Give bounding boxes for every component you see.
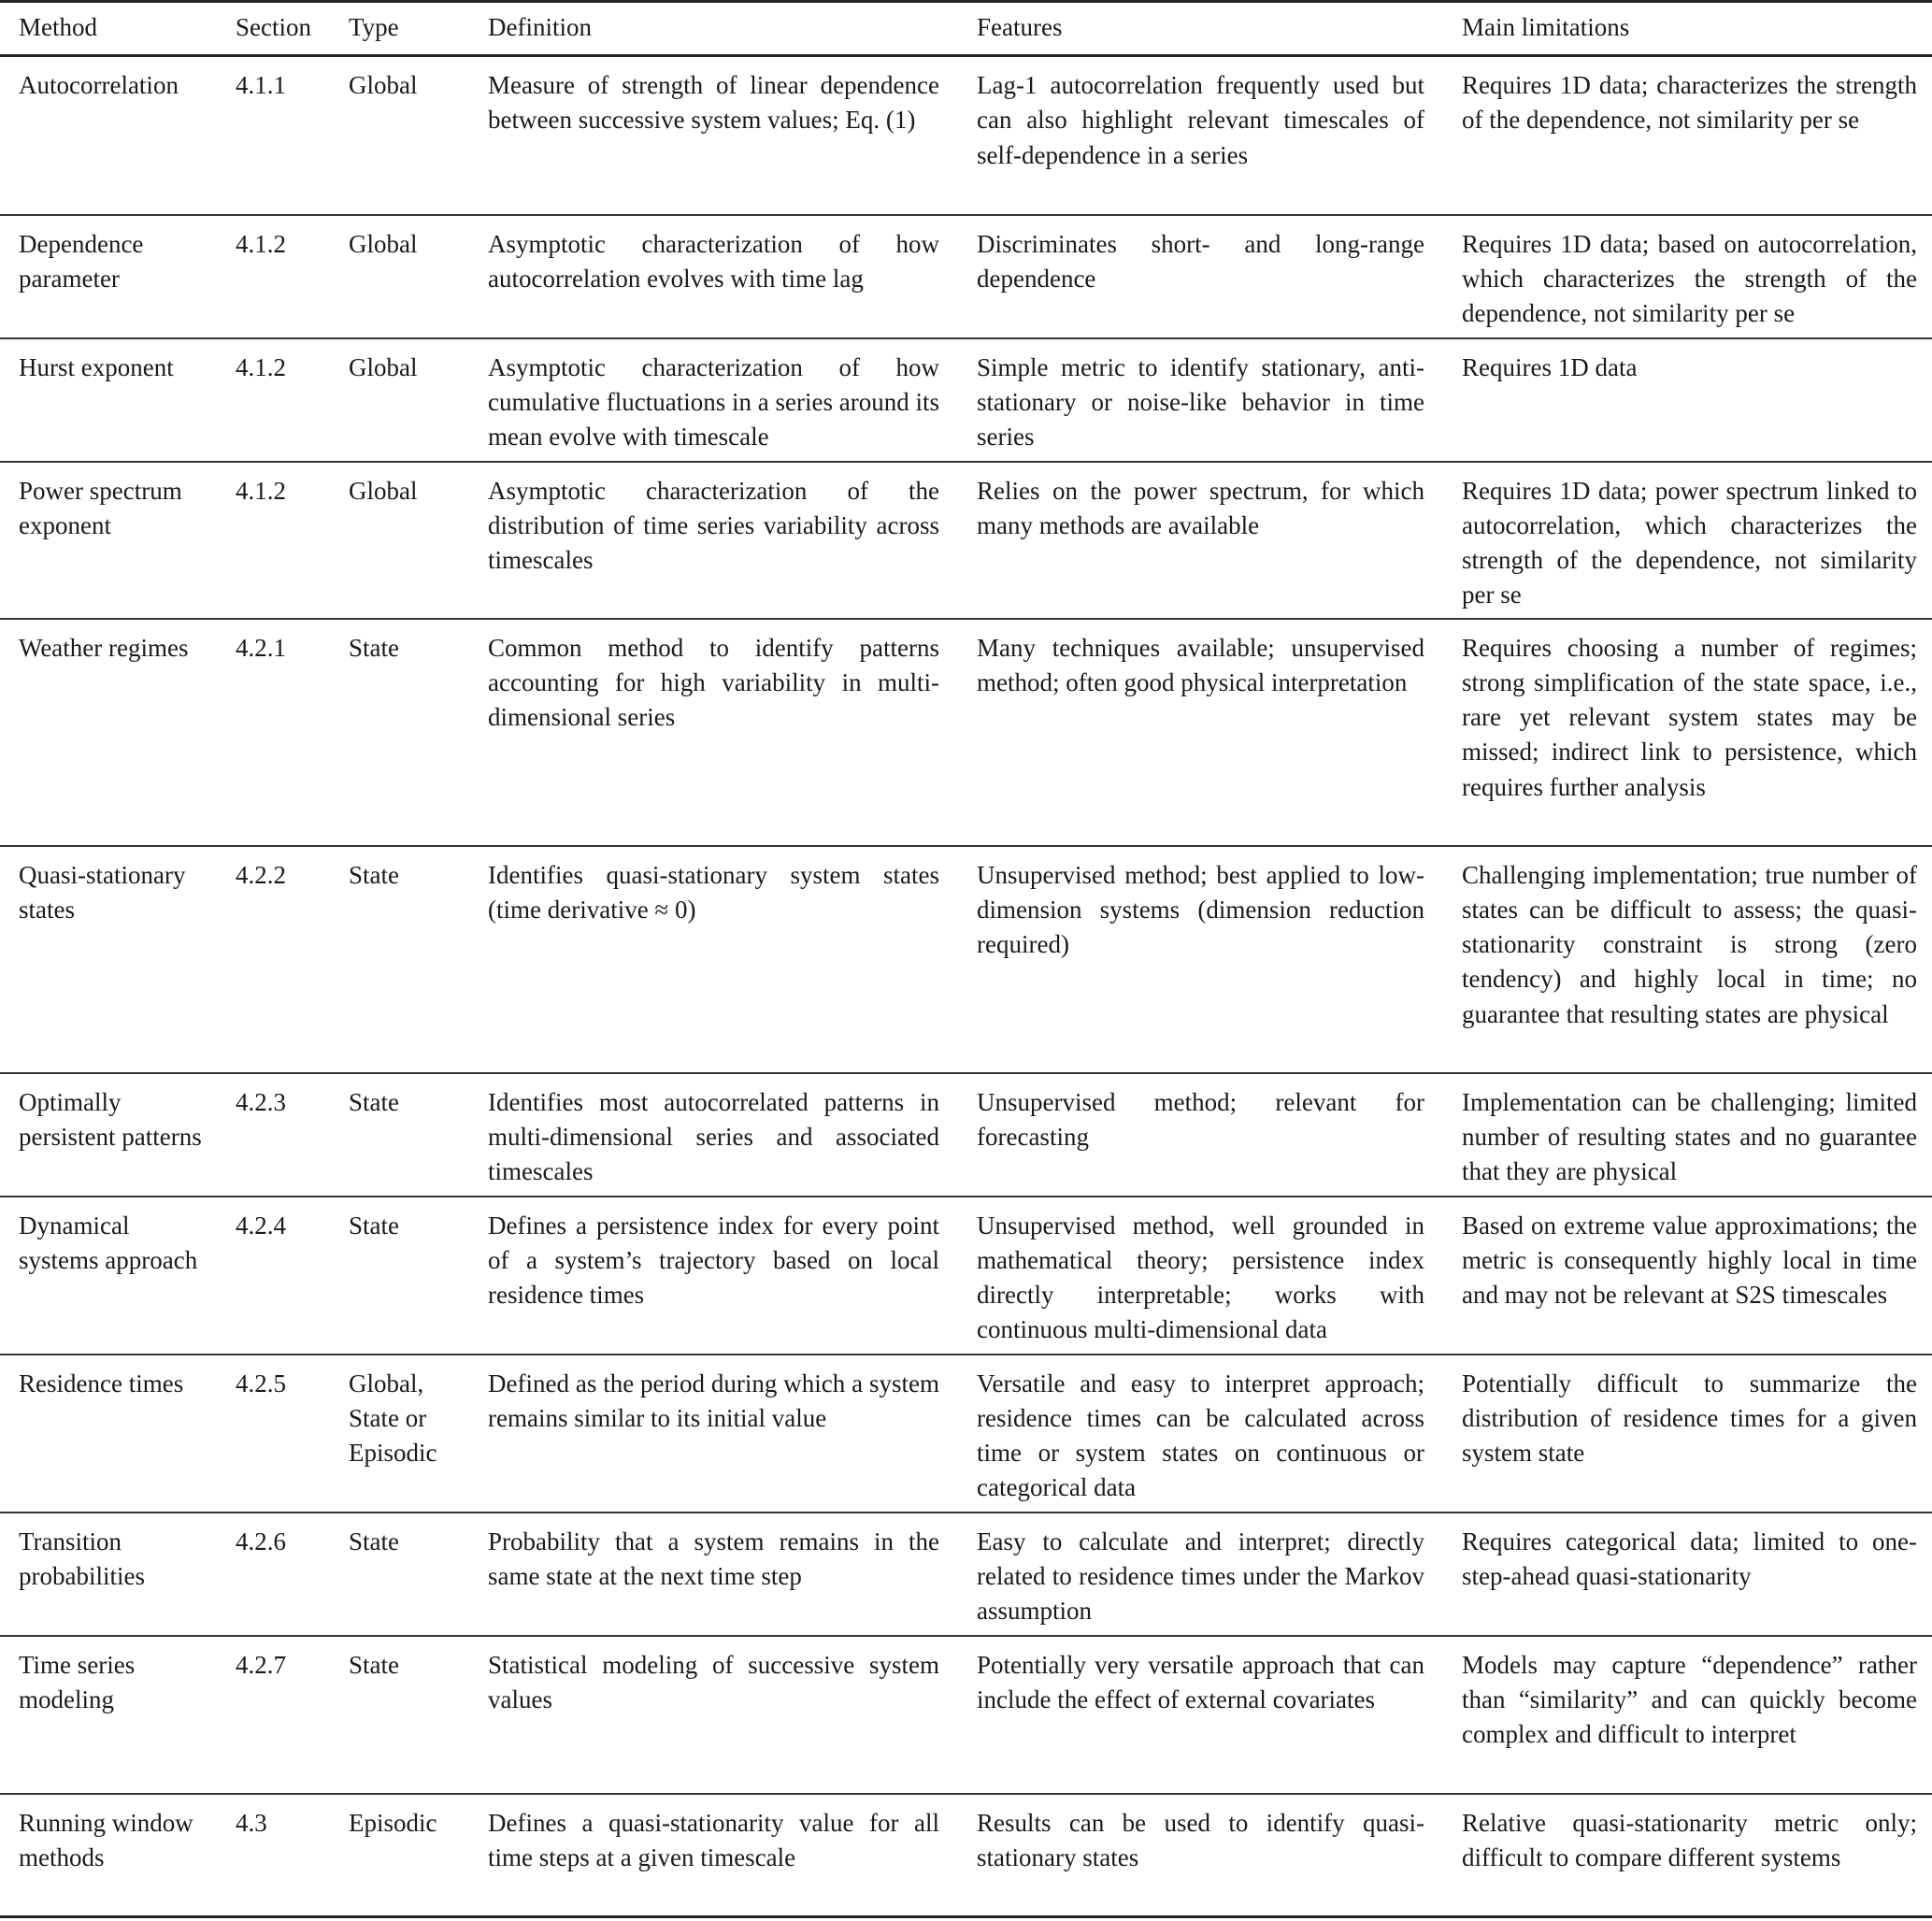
definition-cell: Asymptotic characterization of how cumulative fluctuations in a series around its mean evolve with timescale (469, 338, 956, 462)
type-cell: Episodic (341, 1794, 469, 1917)
section-cell: 4.1.2 (219, 462, 341, 619)
features-cell: Easy to calculate and interpret; directly related to residence times under the Markov assumption (956, 1512, 1443, 1636)
table-row (0, 215, 1932, 338)
section-cell: 4.2.3 (219, 1073, 341, 1197)
table-row (0, 462, 1932, 619)
definition-cell: Common method to identify patterns accounting for high variability in multi-dimensional series (469, 619, 956, 846)
type-cell: State (341, 619, 469, 846)
limitations-cell: Implementation can be challenging; limited number of resulting states and no guarantee that they are physical (1443, 1073, 1932, 1197)
features-cell: Potentially very versatile approach that can include the effect of external covariates (956, 1636, 1443, 1794)
table-row (0, 1512, 1932, 1636)
features-cell: Unsupervised method; relevant for forecasting (956, 1073, 1443, 1197)
header-limitations: Main limitations (1443, 2, 1932, 56)
type-cell: State (341, 846, 469, 1073)
method-cell: Weather regimes (0, 619, 219, 846)
limitations-cell: Based on extreme value approximations; the metric is consequently highly local in time and may not be relevant at S2S timescales (1443, 1197, 1932, 1355)
table-row (0, 1355, 1932, 1512)
method-cell: Power spectrum exponent (0, 462, 219, 619)
type-cell: Global (341, 56, 469, 215)
limitations-cell: Models may capture “dependence” rather than “similarity” and can quickly become complex and difficult to interpret (1443, 1636, 1932, 1794)
header-row (0, 2, 1932, 56)
limitations-cell: Challenging implementation; true number of states can be difficult to assess; the quasi-stationarity constraint is strong (zero tendency) and highly local in time; no guarantee that resulting states are physical (1443, 846, 1932, 1073)
table-row (0, 1794, 1932, 1917)
section-cell: 4.1.1 (219, 56, 341, 215)
header-method: Method (0, 2, 219, 56)
method-cell: Quasi-stationary states (0, 846, 219, 1073)
section-cell: 4.2.7 (219, 1636, 341, 1794)
definition-cell: Identifies most autocorrelated patterns in multi-dimensional series and associated timescales (469, 1073, 956, 1197)
limitations-cell: Requires 1D data (1443, 338, 1932, 462)
section-cell: 4.1.2 (219, 215, 341, 338)
features-cell: Unsupervised method; best applied to low-dimension systems (dimension reduction required) (956, 846, 1443, 1073)
section-cell: 4.2.4 (219, 1197, 341, 1355)
definition-cell: Asymptotic characterization of the distribution of time series variability across timescales (469, 462, 956, 619)
features-cell: Versatile and easy to interpret approach; residence times can be calculated across time or system states on continuous or categorical data (956, 1355, 1443, 1512)
section-cell: 4.3 (219, 1794, 341, 1917)
definition-cell: Asymptotic characterization of how autocorrelation evolves with time lag (469, 215, 956, 338)
definition-cell: Defines a quasi-stationarity value for all time steps at a given timescale (469, 1794, 956, 1917)
features-cell: Lag-1 autocorrelation frequently used but can also highlight relevant timescales of self-dependence in a series (956, 56, 1443, 215)
method-cell: Transition probabilities (0, 1512, 219, 1636)
type-cell: Global, State or Episodic (341, 1355, 469, 1512)
table-row (0, 1636, 1932, 1794)
method-cell: Residence times (0, 1355, 219, 1512)
features-cell: Simple metric to identify stationary, anti-stationary or noise-like behavior in time series (956, 338, 1443, 462)
table-row (0, 1073, 1932, 1197)
features-cell: Results can be used to identify quasi-stationary states (956, 1794, 1443, 1917)
limitations-cell: Requires categorical data; limited to one-step-ahead quasi-stationarity (1443, 1512, 1932, 1636)
limitations-cell: Potentially difficult to summarize the distribution of residence times for a given system state (1443, 1355, 1932, 1512)
definition-cell: Identifies quasi-stationary system states (time derivative ≈ 0) (469, 846, 956, 1073)
type-cell: State (341, 1073, 469, 1197)
features-cell: Relies on the power spectrum, for which many methods are available (956, 462, 1443, 619)
features-cell: Unsupervised method, well grounded in mathematical theory; persistence index directly interpretable; works with continuous multi-dimensional data (956, 1197, 1443, 1355)
section-cell: 4.2.6 (219, 1512, 341, 1636)
table-row (0, 846, 1932, 1073)
definition-cell: Measure of strength of linear dependence between successive system values; Eq. (1) (469, 56, 956, 215)
limitations-cell: Requires choosing a number of regimes; strong simplification of the state space, i.e., rare yet relevant system states may be missed; indirect link to persistence, which requires further analysis (1443, 619, 1932, 846)
type-cell: Global (341, 462, 469, 619)
type-cell: State (341, 1512, 469, 1636)
method-cell: Dependence parameter (0, 215, 219, 338)
definition-cell: Statistical modeling of successive system values (469, 1636, 956, 1794)
limitations-cell: Requires 1D data; power spectrum linked to autocorrelation, which characterizes the strength of the dependence, not similarity per se (1443, 462, 1932, 619)
method-cell: Dynamical systems approach (0, 1197, 219, 1355)
definition-cell: Defines a persistence index for every point of a system’s trajectory based on local residence times (469, 1197, 956, 1355)
section-cell: 4.2.2 (219, 846, 341, 1073)
type-cell: State (341, 1636, 469, 1794)
features-cell: Discriminates short- and long-range dependence (956, 215, 1443, 338)
method-cell: Time series modeling (0, 1636, 219, 1794)
definition-cell: Probability that a system remains in the same state at the next time step (469, 1512, 956, 1636)
header-section: Section (219, 2, 341, 56)
type-cell: Global (341, 338, 469, 462)
method-cell: Optimally persistent patterns (0, 1073, 219, 1197)
features-cell: Many techniques available; unsupervised method; often good physical interpretation (956, 619, 1443, 846)
type-cell: Global (341, 215, 469, 338)
limitations-cell: Relative quasi-stationarity metric only; difficult to compare different systems (1443, 1794, 1932, 1917)
header-features: Features (956, 2, 1443, 56)
type-cell: State (341, 1197, 469, 1355)
table-row (0, 1197, 1932, 1355)
section-cell: 4.1.2 (219, 338, 341, 462)
method-cell: Running window methods (0, 1794, 219, 1917)
method-cell: Hurst exponent (0, 338, 219, 462)
header-definition: Definition (469, 2, 956, 56)
table-row (0, 56, 1932, 215)
section-cell: 4.2.5 (219, 1355, 341, 1512)
table-row (0, 338, 1932, 462)
header-type: Type (341, 2, 469, 56)
limitations-cell: Requires 1D data; based on autocorrelation, which characterizes the strength of the dependence, not similarity per se (1443, 215, 1932, 338)
limitations-cell: Requires 1D data; characterizes the strength of the dependence, not similarity per se (1443, 56, 1932, 215)
section-cell: 4.2.1 (219, 619, 341, 846)
table-row (0, 619, 1932, 846)
method-cell: Autocorrelation (0, 56, 219, 215)
definition-cell: Defined as the period during which a system remains similar to its initial value (469, 1355, 956, 1512)
